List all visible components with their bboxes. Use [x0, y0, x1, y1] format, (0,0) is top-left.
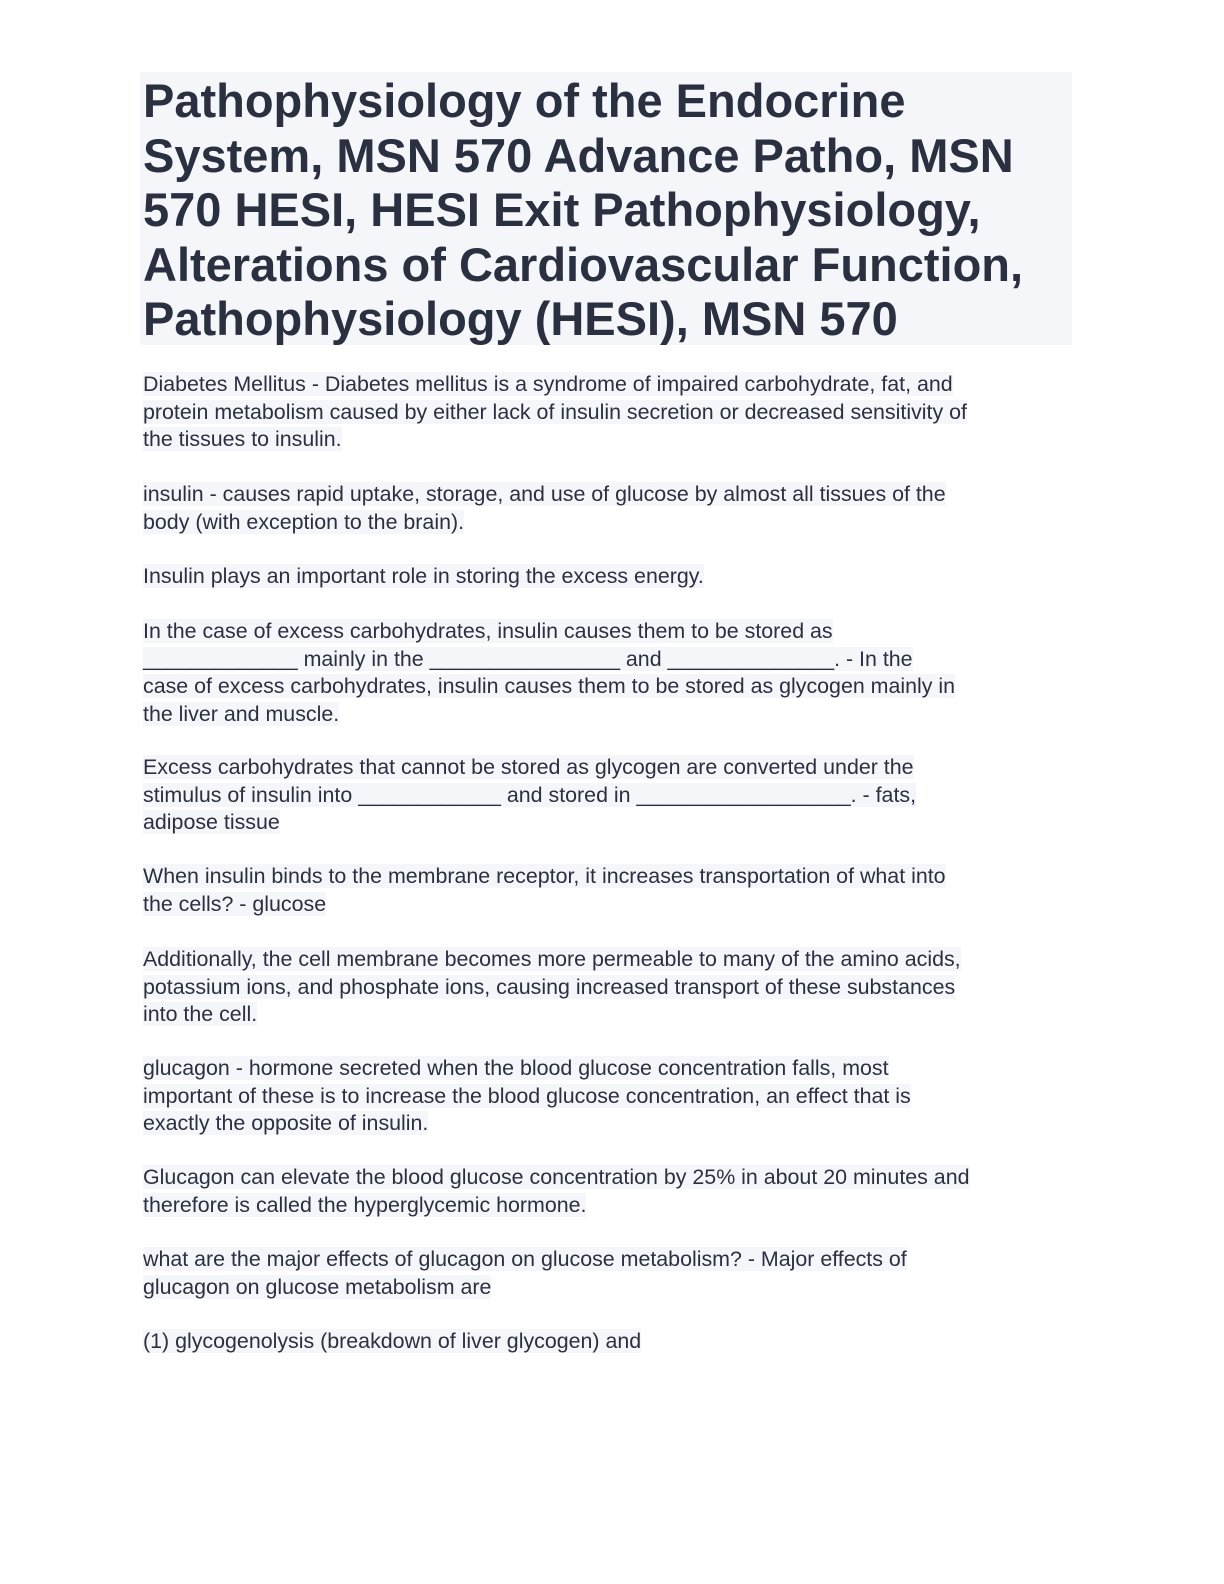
paragraph-text: Diabetes Mellitus - Diabetes mellitus is a syndrome of impaired carbohydrate, fat, and protein metabolism caused by either lack of insulin secretion or decreased sensitivity of the tissues to insulin. [143, 372, 967, 451]
paragraph-text: Additionally, the cell membrane becomes more permeable to many of the amino acids, potassium ions, and phosphate ions, causing increased transport of these substances into the cell. [143, 947, 961, 1026]
paragraph-insulin [143, 481, 946, 536]
paragraph-text: what are the major effects of glucagon on glucose metabolism? - Major effects of glucagon on glucose metabolism are [143, 1247, 907, 1299]
paragraph-text: In the case of excess carbohydrates, insulin causes them to be stored as _____________ mainly in the ________________ and ______________. - In the case of excess carbohydrates, insulin causes them to be stored as glycogen mainly in the liver and muscle. [143, 619, 956, 726]
paragraph-glucagon [143, 1055, 911, 1138]
paragraph-text: insulin - causes rapid uptake, storage, and use of glucose by almost all tissues of the body (with exception to the brain). [143, 482, 946, 534]
paragraph-diabetes-mellitus [143, 371, 967, 454]
paragraph-text: Glucagon can elevate the blood glucose concentration by 25% in about 20 minutes and therefore is called the hyperglycemic hormone. [143, 1165, 970, 1217]
paragraph-text: (1) glycogenolysis (breakdown of liver glycogen) and [143, 1329, 642, 1353]
paragraph-cell-membrane [143, 946, 961, 1029]
paragraph-glucagon-effects [143, 1246, 907, 1301]
paragraph-membrane-receptor [143, 863, 946, 918]
paragraph-text: Excess carbohydrates that cannot be stored as glycogen are converted under the stimulus of insulin into ____________ and stored in __________________. - fats, adipose tissue [143, 755, 917, 834]
paragraph-text: Insulin plays an important role in storing the excess energy. [143, 564, 704, 588]
paragraph-glucagon-elevation [143, 1164, 970, 1219]
paragraph-text: When insulin binds to the membrane receptor, it increases transportation of what into the cells? - glucose [143, 864, 946, 916]
paragraph-insulin-role [143, 563, 704, 591]
paragraph-glycogen-conversion [143, 754, 916, 837]
paragraph-text: glucagon - hormone secreted when the blood glucose concentration falls, most important of these is to increase the blood glucose concentration, an effect that is exactly the opposite of insulin. [143, 1056, 911, 1135]
paragraph-excess-carbohydrates [143, 618, 955, 728]
paragraph-glycogenolysis [143, 1328, 641, 1356]
document-title: Pathophysiology of the Endocrine System, MSN 570 Advance Patho, MSN 570 HESI, HESI Exit Pathophysiology, Alterations of Cardiovascular Function, Pathophysiology (HESI), MSN 570 [143, 74, 1024, 345]
